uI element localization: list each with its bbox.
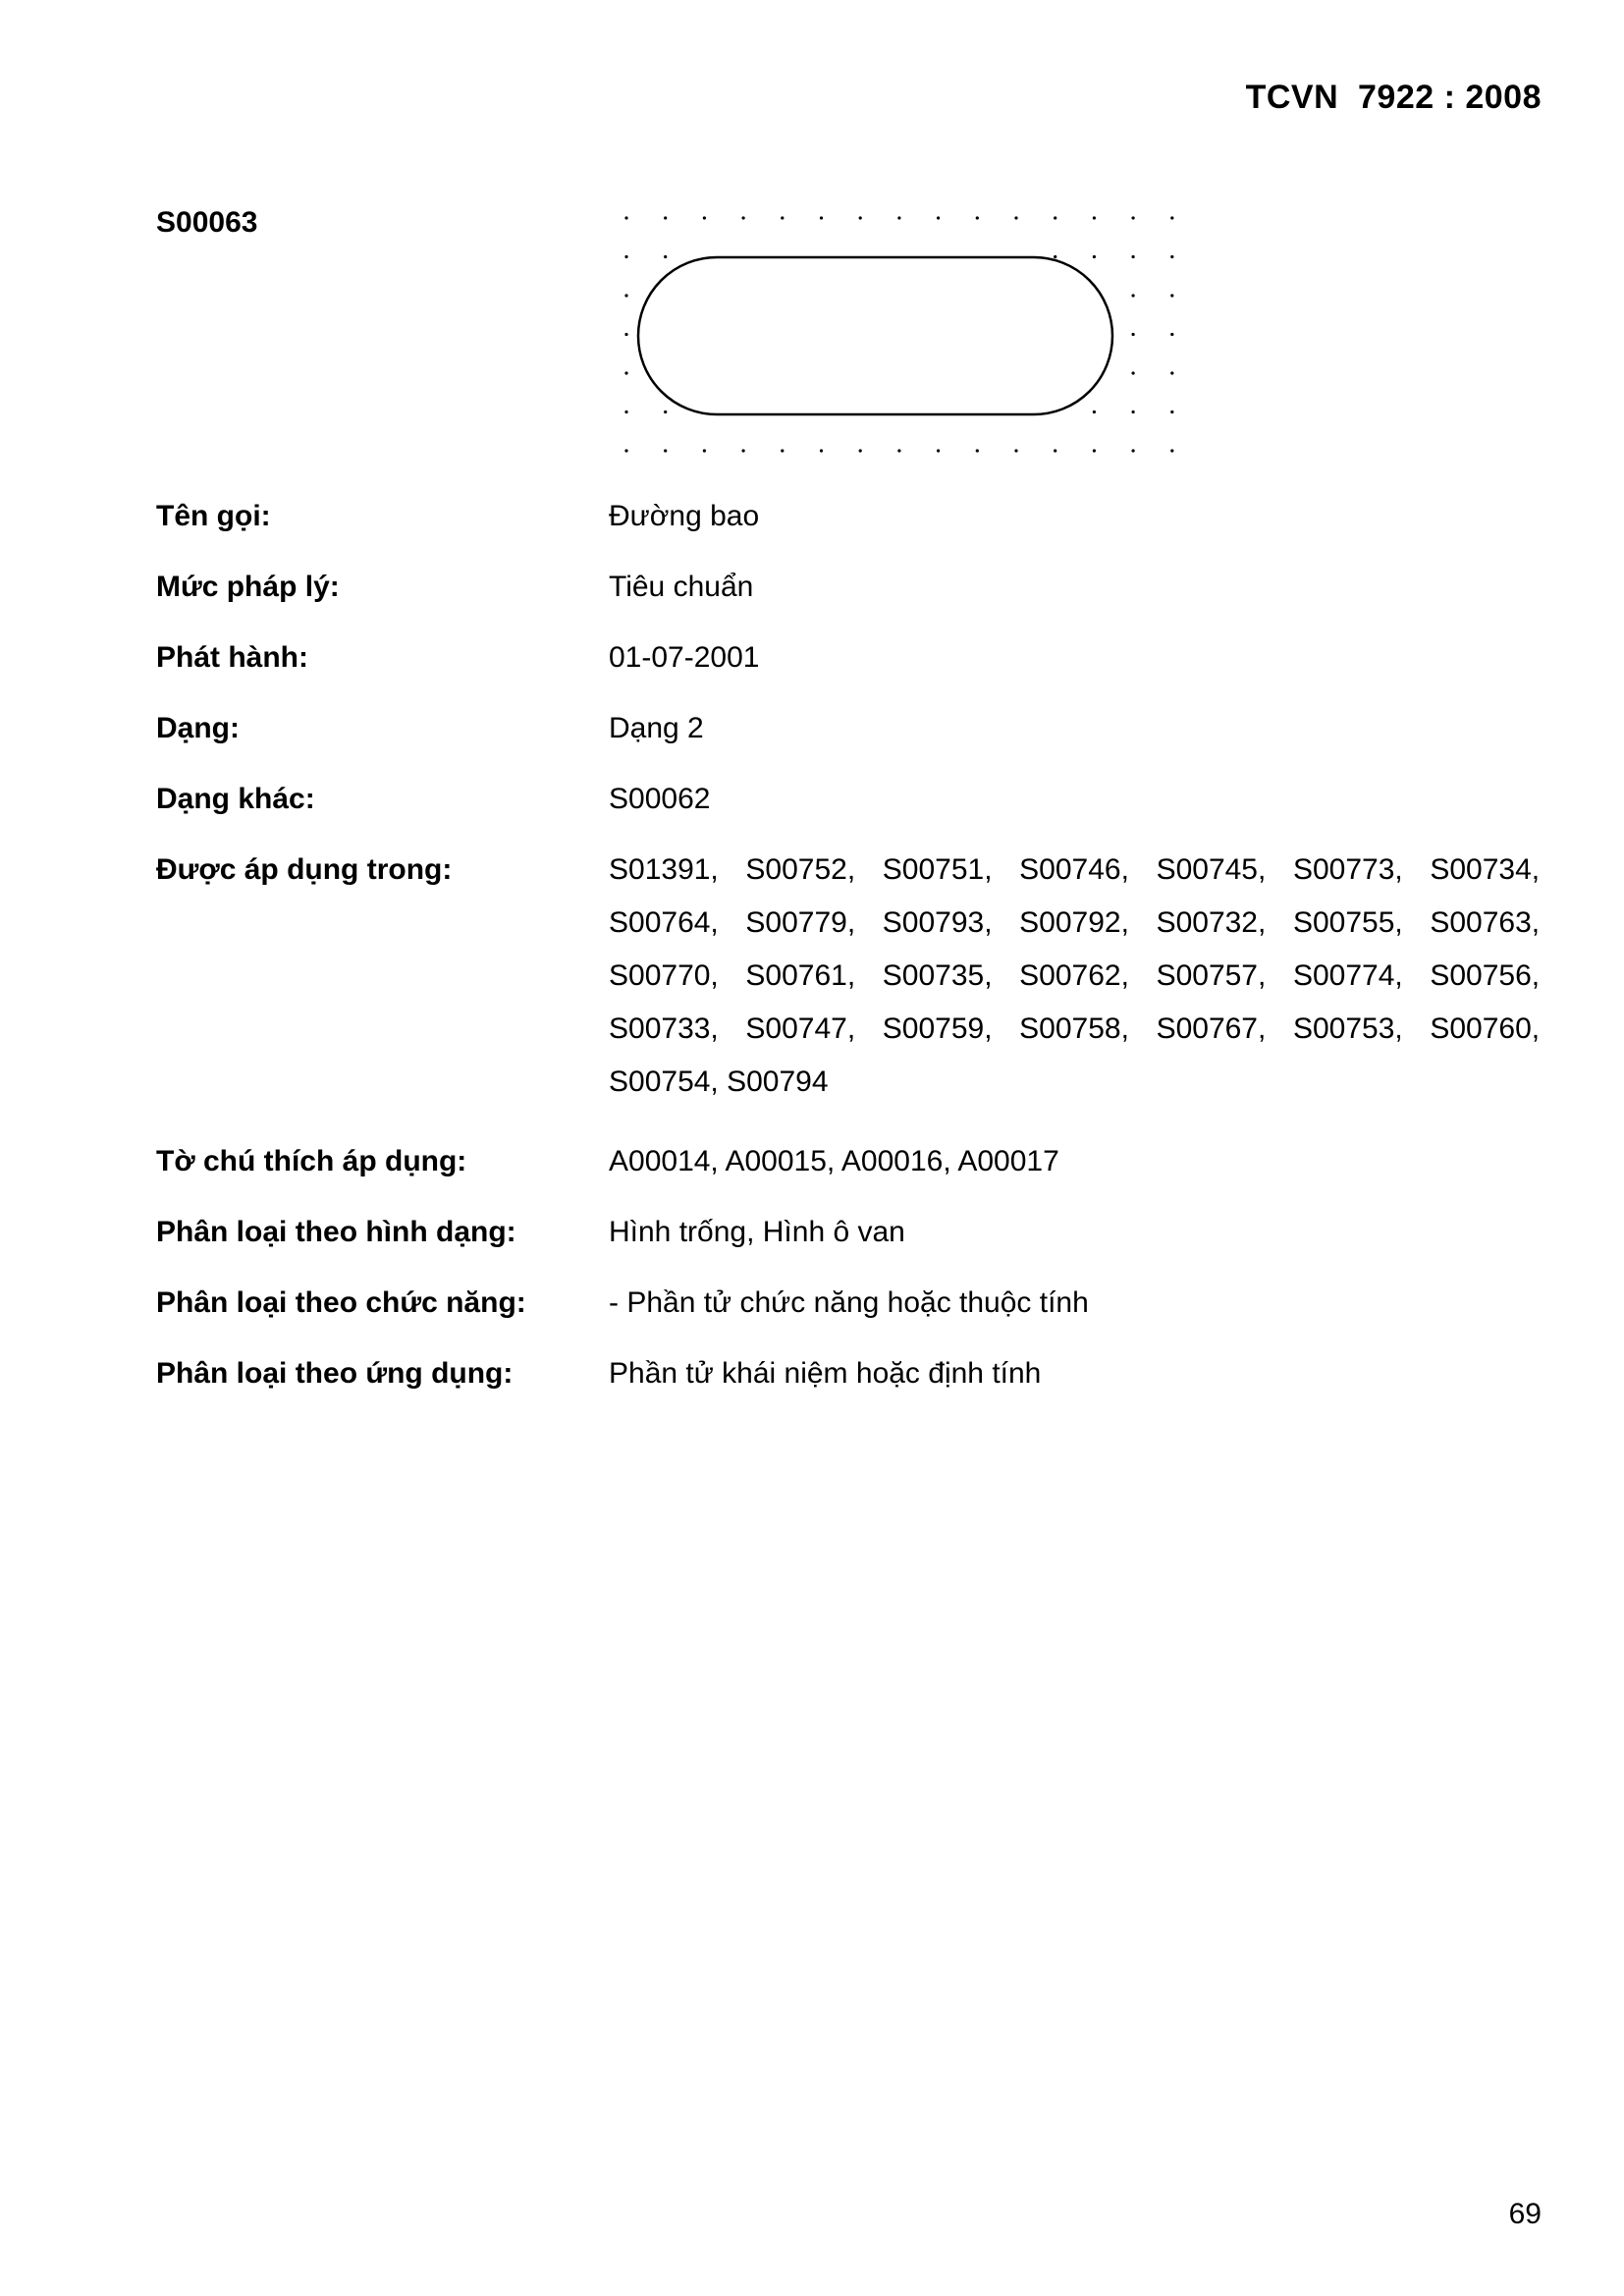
field-value: 01-07-2001: [609, 641, 760, 674]
applied-in-item: S00770,: [609, 959, 719, 992]
grid-dot: [1170, 410, 1173, 413]
grid-dot: [1054, 255, 1056, 258]
grid-dot: [781, 216, 784, 219]
field-applied-in: [156, 852, 1542, 1109]
field-form: [156, 711, 1542, 746]
applied-in-item: S00774,: [1292, 959, 1403, 992]
applied-in-item: S00746,: [1019, 853, 1129, 886]
field-name: [156, 499, 1542, 534]
applied-in-item: S00760,: [1430, 1012, 1541, 1045]
grid-dot: [1132, 371, 1135, 374]
applied-in-item: S00747,: [745, 1012, 856, 1045]
grid-dot: [1132, 255, 1135, 258]
grid-dot: [1014, 216, 1017, 219]
field-value: Phần tử khái niệm hoặc định tính: [609, 1357, 1042, 1390]
field-label: Tờ chú thích áp dụng:: [156, 1145, 467, 1177]
field-value: Tiêu chuẩn: [609, 571, 754, 603]
applied-in-item: S00758,: [1019, 1012, 1129, 1045]
grid-dot: [1170, 216, 1173, 219]
grid-dot: [1170, 449, 1173, 452]
grid-dot: [624, 333, 627, 336]
field-note-sheets: [156, 1144, 1542, 1179]
applied-in-item: S00792,: [1019, 906, 1129, 939]
oval-outline: [638, 257, 1112, 414]
grid-dot: [624, 410, 627, 413]
page-number: 69: [1508, 2198, 1542, 2230]
applied-in-item: S00764,: [609, 906, 719, 939]
field-value: Hình trống, Hình ô van: [609, 1216, 905, 1248]
dot-grid: [624, 216, 1173, 452]
applied-in-item: S00753,: [1292, 1012, 1403, 1045]
grid-dot: [1132, 294, 1135, 297]
field-value: Dạng 2: [609, 712, 704, 744]
symbol-code: S00063: [156, 206, 258, 239]
grid-dot: [742, 216, 745, 219]
grid-dot: [624, 371, 627, 374]
grid-dot: [1093, 255, 1096, 258]
field-label: Dạng:: [156, 712, 240, 744]
applied-in-item: S00751,: [882, 853, 993, 886]
symbol-properties: [156, 499, 1542, 1427]
grid-dot: [976, 449, 979, 452]
grid-dot: [781, 449, 784, 452]
grid-dot: [1132, 333, 1135, 336]
grid-dot: [820, 449, 823, 452]
field-legal-level: [156, 570, 1542, 605]
applied-in-item: S00763,: [1430, 906, 1541, 939]
applied-in-item: S00779,: [745, 906, 856, 939]
applied-in-item: S00759,: [882, 1012, 993, 1045]
applied-in-item: S00762,: [1019, 959, 1129, 992]
applied-in-item: S00735,: [882, 959, 993, 992]
field-label: Tên gọi:: [156, 500, 271, 532]
grid-dot: [624, 449, 627, 452]
applied-in-item: S00767,: [1156, 1012, 1267, 1045]
applied-in-item: S00773,: [1292, 853, 1403, 886]
applied-in-item: S00734,: [1430, 853, 1541, 886]
applied-in-item: S00756,: [1430, 959, 1541, 992]
grid-dot: [820, 216, 823, 219]
grid-dot: [664, 216, 667, 219]
grid-dot: [1132, 216, 1135, 219]
applied-in-item: S00793,: [882, 906, 993, 939]
field-label: Được áp dụng trong:: [156, 853, 453, 886]
grid-dot: [664, 255, 667, 258]
field-issued: [156, 640, 1542, 676]
field-by-shape: [156, 1215, 1542, 1250]
standard-header: TCVN 7922 : 2008: [1245, 79, 1542, 116]
grid-dot: [742, 449, 745, 452]
field-label: Phân loại theo hình dạng:: [156, 1216, 516, 1248]
grid-dot: [664, 449, 667, 452]
grid-dot: [1014, 449, 1017, 452]
grid-dot: [1170, 371, 1173, 374]
field-other-form: [156, 782, 1542, 817]
applied-in-list: [609, 844, 1542, 1109]
grid-dot: [1093, 216, 1096, 219]
grid-dot: [624, 216, 627, 219]
field-label: Phát hành:: [156, 641, 308, 674]
grid-dot: [859, 449, 862, 452]
applied-in-item: S00755,: [1292, 906, 1403, 939]
grid-dot: [937, 216, 940, 219]
grid-dot: [1093, 449, 1096, 452]
field-label: Dạng khác:: [156, 783, 315, 815]
grid-dot: [703, 449, 706, 452]
grid-dot: [1170, 255, 1173, 258]
applied-in-item: S00757,: [1156, 959, 1267, 992]
grid-dot: [624, 294, 627, 297]
grid-dot: [1170, 333, 1173, 336]
grid-dot: [859, 216, 862, 219]
grid-dot: [897, 216, 900, 219]
applied-in-item: S00745,: [1156, 853, 1267, 886]
field-by-function: [156, 1285, 1542, 1321]
applied-in-item: S00733,: [609, 1012, 719, 1045]
grid-dot: [1132, 410, 1135, 413]
grid-dot: [1054, 216, 1056, 219]
field-label: Phân loại theo chức năng:: [156, 1286, 526, 1319]
field-label: Mức pháp lý:: [156, 571, 340, 603]
field-value: S00062: [609, 783, 711, 815]
grid-dot: [1054, 449, 1056, 452]
applied-in-item: S00752,: [745, 853, 856, 886]
field-label: Phân loại theo ứng dụng:: [156, 1357, 514, 1390]
grid-dot: [664, 410, 667, 413]
applied-in-item: S01391,: [609, 853, 719, 886]
grid-dot: [976, 216, 979, 219]
grid-dot: [703, 216, 706, 219]
field-by-application: [156, 1356, 1542, 1392]
field-value: - Phần tử chức năng hoặc thuộc tính: [609, 1286, 1089, 1319]
applied-in-item: S00761,: [745, 959, 856, 992]
field-value: Đường bao: [609, 500, 760, 532]
field-value: A00014, A00015, A00016, A00017: [609, 1145, 1059, 1177]
applied-in-tail: S00754, S00794: [609, 1066, 829, 1098]
grid-dot: [1093, 410, 1096, 413]
rounded-oval-icon: [609, 206, 1178, 462]
symbol-figure: [609, 206, 1178, 462]
grid-dot: [1132, 449, 1135, 452]
grid-dot: [897, 449, 900, 452]
applied-in-item: S00732,: [1156, 906, 1267, 939]
grid-dot: [1170, 294, 1173, 297]
grid-dot: [624, 255, 627, 258]
grid-dot: [937, 449, 940, 452]
